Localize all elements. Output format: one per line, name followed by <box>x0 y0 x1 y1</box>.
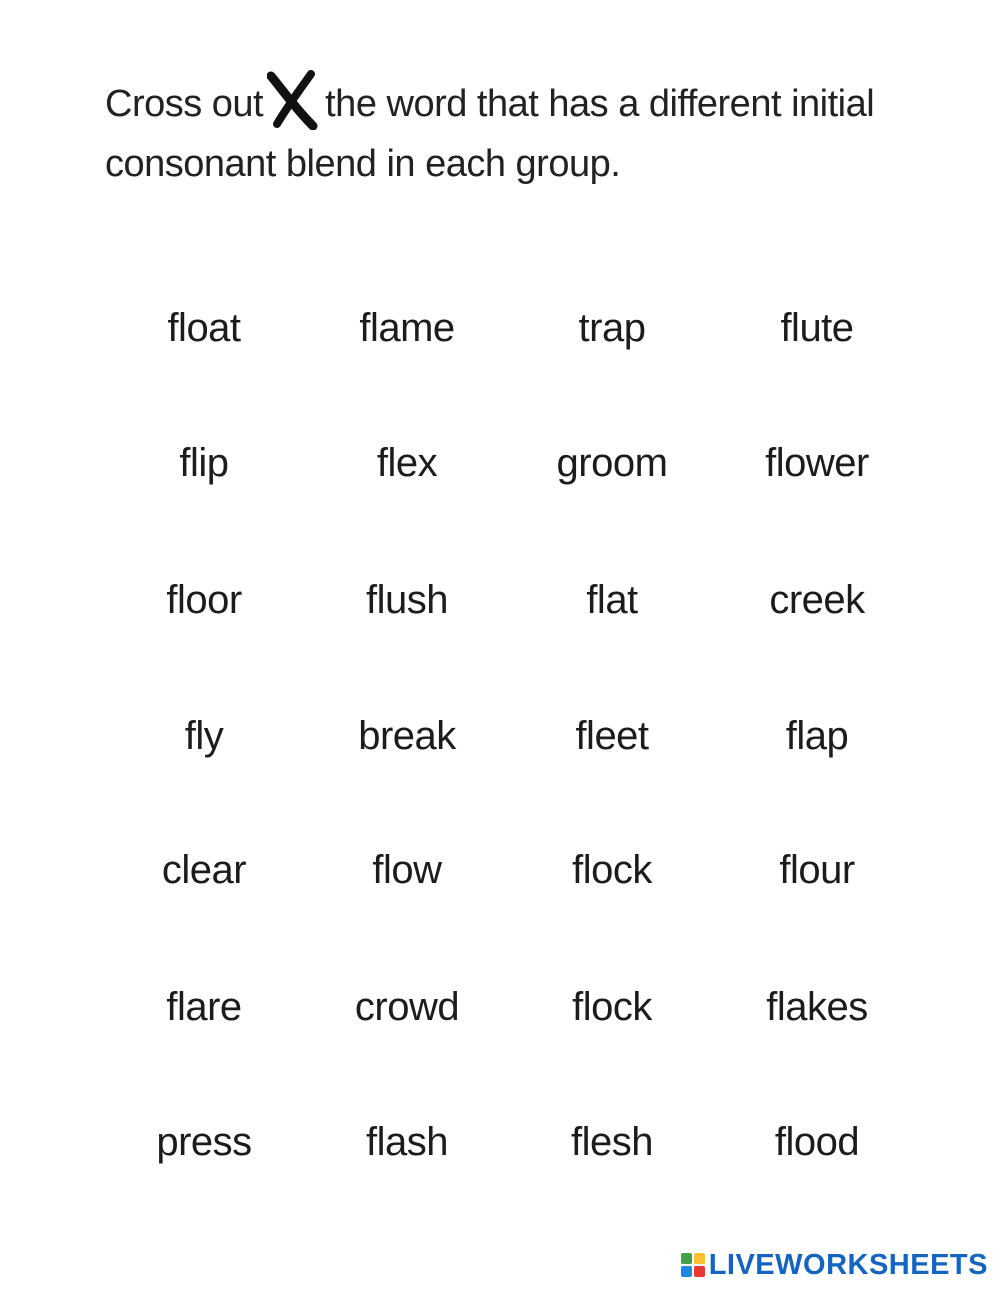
instructions-line-2: consonant blend in each group. <box>105 143 621 185</box>
word-option[interactable]: flute <box>780 306 854 350</box>
word-option[interactable]: groom <box>556 441 668 485</box>
word-option[interactable]: flare <box>166 985 242 1029</box>
word-option[interactable]: break <box>358 714 456 758</box>
word-option[interactable]: flash <box>366 1120 448 1164</box>
word-option[interactable]: flow <box>372 848 442 892</box>
liveworksheets-brand <box>681 1250 988 1280</box>
word-option[interactable]: flesh <box>571 1120 653 1164</box>
word-option[interactable]: flakes <box>766 985 868 1029</box>
word-option[interactable]: crowd <box>354 985 460 1029</box>
word-option[interactable]: press <box>156 1120 252 1164</box>
word-option[interactable]: trap <box>578 306 646 350</box>
word-option[interactable]: flock <box>572 985 652 1029</box>
instructions-after-mark: the word that has a different initial <box>325 83 875 125</box>
word-option[interactable]: flat <box>586 578 638 622</box>
word-option[interactable]: flood <box>774 1120 860 1164</box>
word-option[interactable]: flap <box>785 714 849 758</box>
instructions-before-mark: Cross out <box>105 83 264 125</box>
word-option[interactable]: clear <box>161 848 247 892</box>
word-option[interactable]: flower <box>765 441 869 485</box>
word-option[interactable]: fly <box>184 714 224 758</box>
word-option[interactable]: fleet <box>575 714 649 758</box>
word-option[interactable]: flame <box>359 306 455 350</box>
brand-name: LIVEWORKSHEETS <box>708 1248 988 1281</box>
word-option[interactable]: flip <box>179 441 229 485</box>
word-option[interactable]: floor <box>166 578 242 622</box>
liveworksheets-logo-icon <box>681 1253 705 1277</box>
word-option[interactable]: flex <box>376 441 438 485</box>
word-option[interactable]: flush <box>366 578 448 622</box>
word-option[interactable]: creek <box>769 578 865 622</box>
word-option[interactable]: float <box>167 306 241 350</box>
word-option[interactable]: flock <box>572 848 652 892</box>
word-option[interactable]: flour <box>779 848 855 892</box>
